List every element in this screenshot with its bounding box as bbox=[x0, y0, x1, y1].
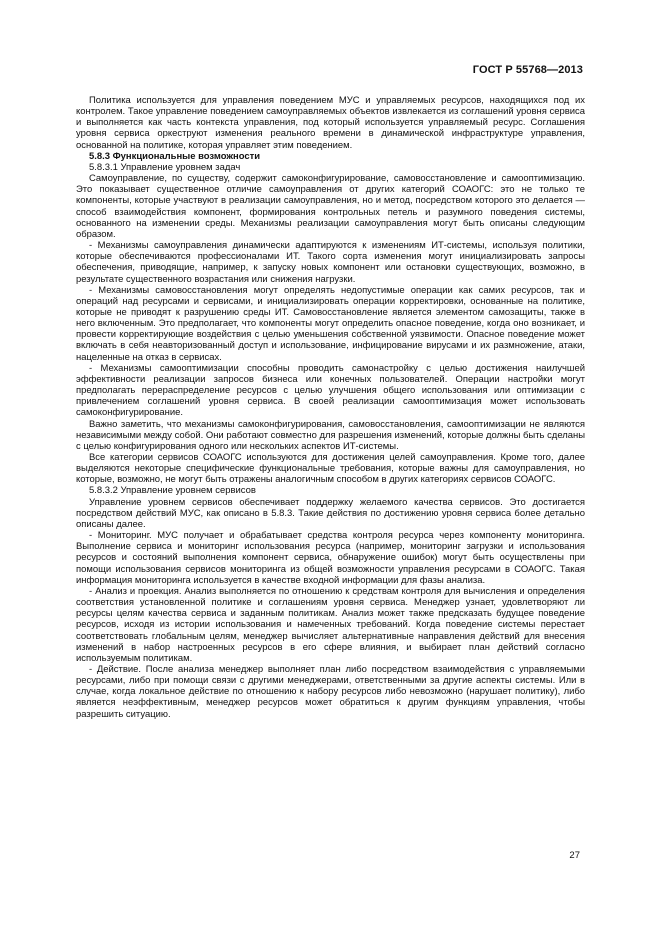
list-item: - Механизмы самовосстановления могут определять недопустимые операции как самих ресурсов, так и операций над ресурсами и сервисами, и инициализировать операции корректировки, основанные на политике, которые не приводят к разрушению среды ИТ. Самовосстановление является элементом самозащиты, также в него включенным. Это предполагает, что компоненты могут определить опасное поведение, когда оно возникает, и провести корректирующие воздействия с целью уменьшения собственной уязвимости. Опасное поведение может включать в себя неавторизованный доступ и использование, инфицирование вирусами и их размножение, атаки, нацеленные на отказ в сервисах. bbox=[76, 284, 585, 363]
list-item: - Механизмы самооптимизации способны проводить самонастройку с целью достижения наилучшей эффективности реализации запросов бизнеса или конечных пользователей. Операции настройки могут предполагать перераспределение ресурсов с целью улучшения общего использования или оптимизации с привлечением соглашений уровня сервиса. В своей реализации самооптимизация может использовать самоконфигурирование. bbox=[76, 362, 585, 419]
paragraph: Управление уровнем сервисов обеспечивает поддержку желаемого качества сервисов. Это достигается посредством действий МУС, как описано в 5.8.3. Такие действия по достижению уровня сервиса более детально описаны далее. bbox=[76, 496, 585, 530]
list-item: - Действие. После анализа менеджер выполняет план либо посредством взаимодействия с управляемыми ресурсами, либо при помощи связи с другими менеджерами, ответственными за другие аспекты системы. Или в случае, когда локальное действие по отношению к набору ресурсов либо невозможно (нарушает политику), либо является неэффективным, менеджер ресурсов может обратиться к другим функциям управления, чтобы разрешить ситуацию. bbox=[76, 663, 585, 720]
subsection-heading: 5.8.3.2 Управление уровнем сервисов bbox=[89, 485, 256, 497]
paragraph: Политика используется для управления поведением МУС и управляемых ресурсов, находящихся под их контролем. Такое управление поведением самоуправляемых объектов извлекается из соглашений уровня сервиса и выполняется как часть контекста управления, под который используется управляемый ресурс. Соглашения уровня сервиса оркеструют изменения реального времени в динамической инфраструктуре управления, основанной на политике, которая управляет этим поведением. bbox=[76, 95, 585, 151]
page-number: 27 bbox=[569, 850, 580, 861]
paragraph: Самоуправление, по существу, содержит самоконфигурирование, самовосстановление и самооптимизацию. Это показывает существенное отличие самоуправления от других категорий СОАОГС: это не только те компоненты, которые участвуют в реализации самоуправления, но и метод, посредством которого это делается — способ взаимодействия компонент, формирования контрольных петель и разумного поведения системы, основанного на изменении среды. Механизмы реализации самоуправления могут быть описаны следующим образом. bbox=[76, 173, 585, 240]
list-item: - Мониторинг. МУС получает и обрабатывает средства контроля ресурса через компоненту мониторинга. Выполнение сервиса и мониторинг использования ресурса (например, мониторинг загрузки и использования ресурсов и состояний выполнения компонент сервиса, обнаружение ошибок) могут быть осуществлены при помощи использования сервисов мониторинга из общей возможности управления ресурсами в СОАОГС. Такая информация мониторинга используется в качестве входной информации для фазы анализа. bbox=[76, 530, 585, 586]
paragraph: Все категории сервисов СОАОГС используются для достижения целей самоуправления. Кроме того, далее выделяются некоторые специфические функциональные требования, которые важны для самоуправления, но которые, возможно, не могут быть отражены аналогичным способом в других категориях сервисов СОАОГС. bbox=[76, 452, 585, 486]
list-item: - Механизмы самоуправления динамически адаптируются к изменениям ИТ-системы, используя политики, которые обеспечиваются профессионалами ИТ. Такого сорта изменения могут инициализировать запросы обеспечения, приводящие, например, к запуску новых компонент или остановки существующих, возможно, в результате существенного возрастания или снижения нагрузки. bbox=[76, 240, 585, 285]
paragraph: Важно заметить, что механизмы самоконфигурирования, самовосстановления, самооптимизации не являются независимыми между собой. Они работают совместно для разрешения изменений, которые должны быть сделаны с целью конфигурирования одного или нескольких аспектов ИТ-системы. bbox=[76, 418, 585, 452]
list-item: - Анализ и проекция. Анализ выполняется по отношению к средствам контроля для вычисления и определения соответствия установленной политике и соглашениям уровня сервиса. Менеджер узнает, удовлетворяют ли ресурсы целям качества сервиса и заданным политикам. Анализ может также предсказать будущее поведение ресурсов, исходя из истории использования и намеченных требований. Когда поведение системы перестает соответствовать глобальным целям, менеджер вычисляет альтернативные направления действий для внесения изменений в набор настроенных ресурсов в его сфере влияния, и выбирает план действий согласно используемым политикам. bbox=[76, 585, 585, 664]
page-body bbox=[76, 95, 585, 720]
section-heading: 5.8.3 Функциональные возможности bbox=[89, 150, 261, 162]
subsection-heading: 5.8.3.1 Управление уровнем задач bbox=[89, 161, 241, 173]
document-header: ГОСТ Р 55768—2013 bbox=[472, 64, 583, 76]
